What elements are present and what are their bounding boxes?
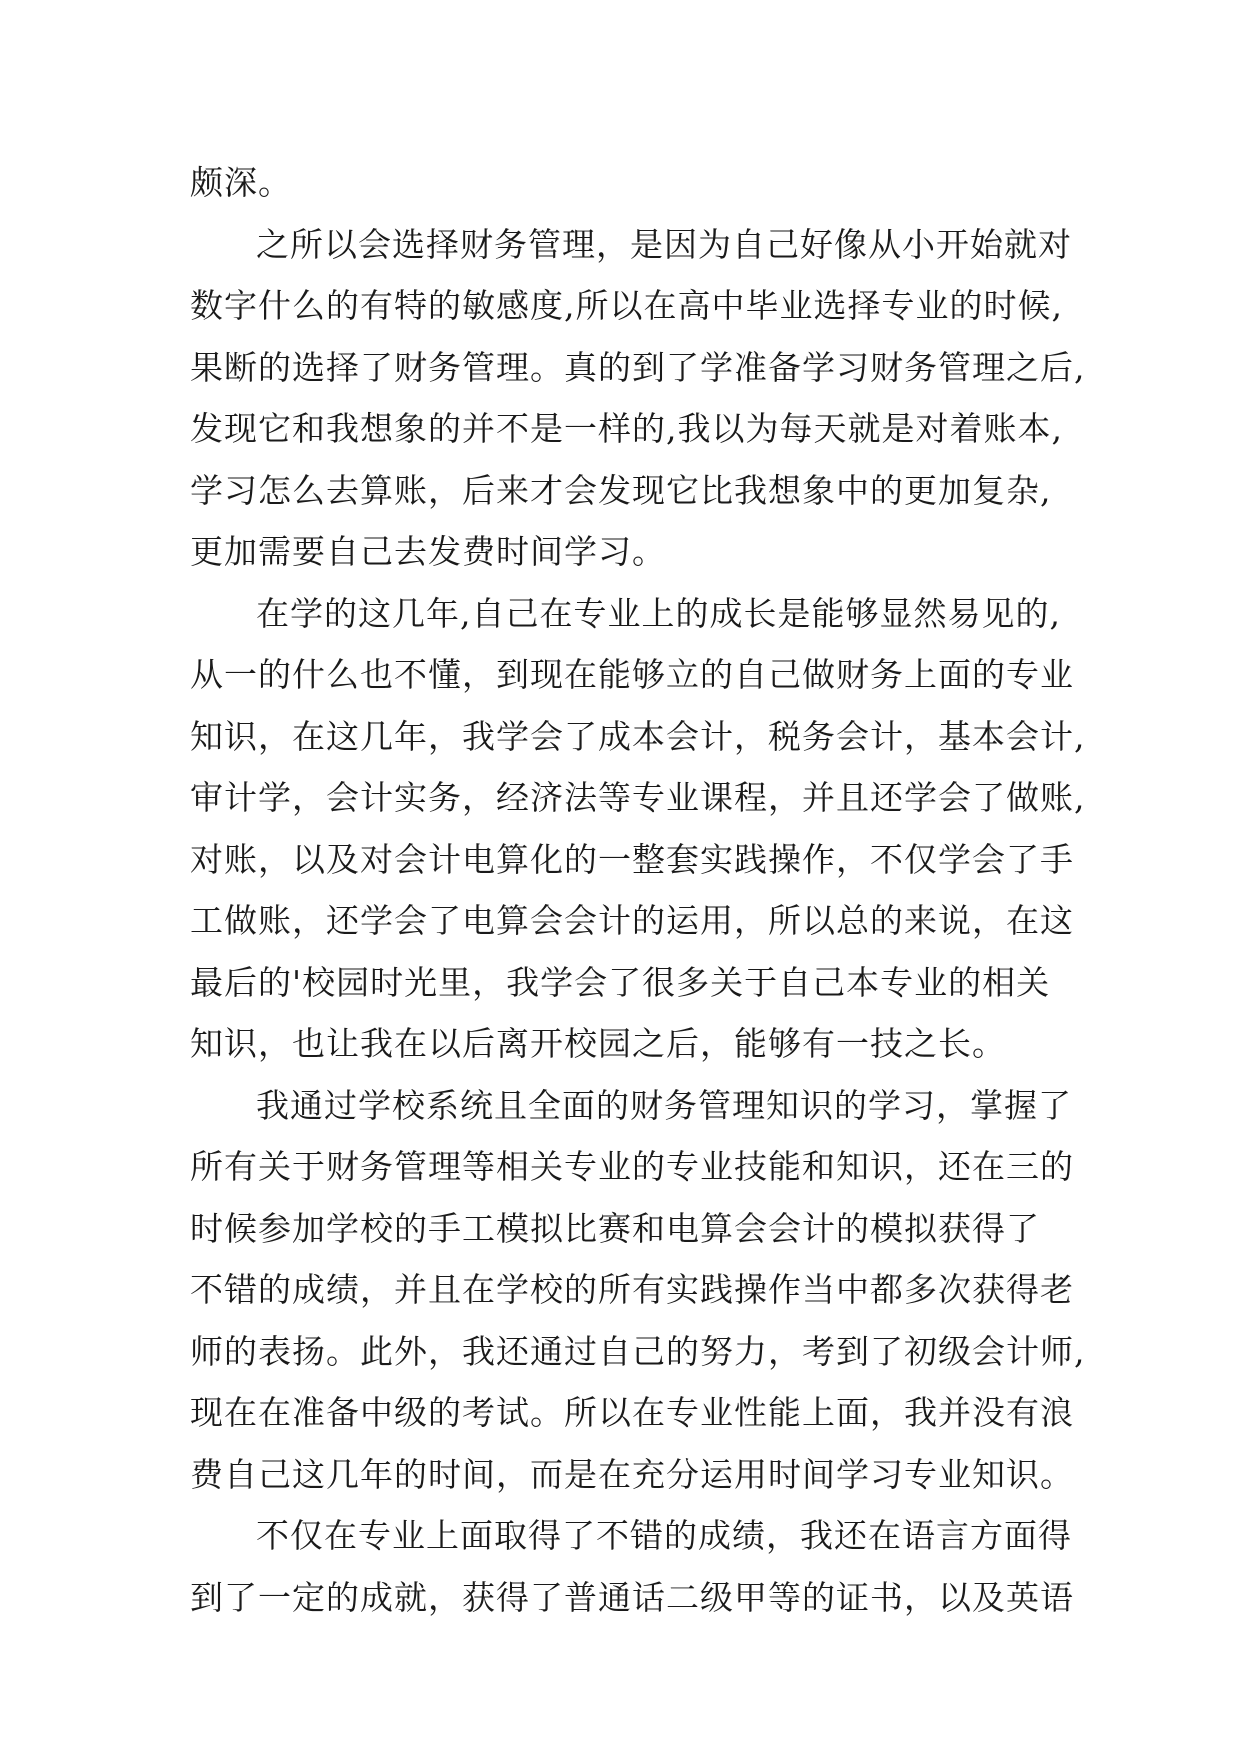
text-line: 学习怎么去算账，后来才会发现它比我想象中的更加复杂, — [190, 470, 1052, 510]
text-line: 颇深。 — [190, 163, 292, 202]
text-line: 现在在准备中级的考试。所以在专业性能上面，我并没有浪 — [190, 1393, 1074, 1432]
text-line: 审计学，会计实务，经济法等专业课程，并且还学会了做账, — [190, 778, 1086, 817]
text-line: 果断的选择了财务管理。真的到了学准备学习财务管理之后, — [190, 347, 1086, 387]
paragraph-start-line: 我通过学校系统且全面的财务管理知识的学习，掌握了 — [256, 1085, 1072, 1125]
text-line: 费自己这几年的时间，而是在充分运用时间学习专业知识。 — [190, 1454, 1074, 1494]
text-line: 师的表扬。此外，我还通过自己的努力，考到了初级会计师, — [190, 1331, 1086, 1371]
text-line: 数字什么的有特的敏感度,所以在高中毕业选择专业的时候, — [190, 286, 1063, 325]
text-line: 更加需要自己去发费时间学习。 — [190, 532, 666, 571]
paragraph-start-line: 不仅在专业上面取得了不错的成绩，我还在语言方面得 — [256, 1516, 1072, 1555]
text-line: 到了一定的成就，获得了普通话二级甲等的证书，以及英语 — [190, 1577, 1074, 1617]
text-line: 对账，以及对会计电算化的一整套实践操作，不仅学会了手 — [190, 839, 1074, 879]
document-body — [190, 152, 1086, 1628]
text-line: 发现它和我想象的并不是一样的,我以为每天就是对着账本, — [190, 409, 1063, 448]
text-line: 知识，也让我在以后离开校园之后，能够有一技之长。 — [190, 1024, 1006, 1063]
text-line: 不错的成绩，并且在学校的所有实践操作当中都多次获得老 — [190, 1270, 1074, 1309]
text-line: 从一的什么也不懂，到现在能够立的自己做财务上面的专业 — [190, 655, 1074, 694]
text-line: 所有关于财务管理等相关专业的专业技能和知识，还在三的 — [190, 1147, 1074, 1186]
paragraph-start-line: 之所以会选择财务管理，是因为自己好像从小开始就对 — [256, 224, 1072, 264]
text-line: 工做账，还学会了电算会会计的运用，所以总的来说，在这 — [190, 901, 1074, 940]
paragraph-start-line: 在学的这几年,自己在专业上的成长是能够显然易见的, — [256, 593, 1061, 633]
text-line: 最后的'校园时光里，我学会了很多关于自己本专业的相关 — [190, 962, 1051, 1002]
text-line: 时候参加学校的手工模拟比赛和电算会会计的模拟获得了 — [190, 1208, 1040, 1248]
text-line: 知识，在这几年，我学会了成本会计，税务会计，基本会计, — [190, 716, 1086, 756]
